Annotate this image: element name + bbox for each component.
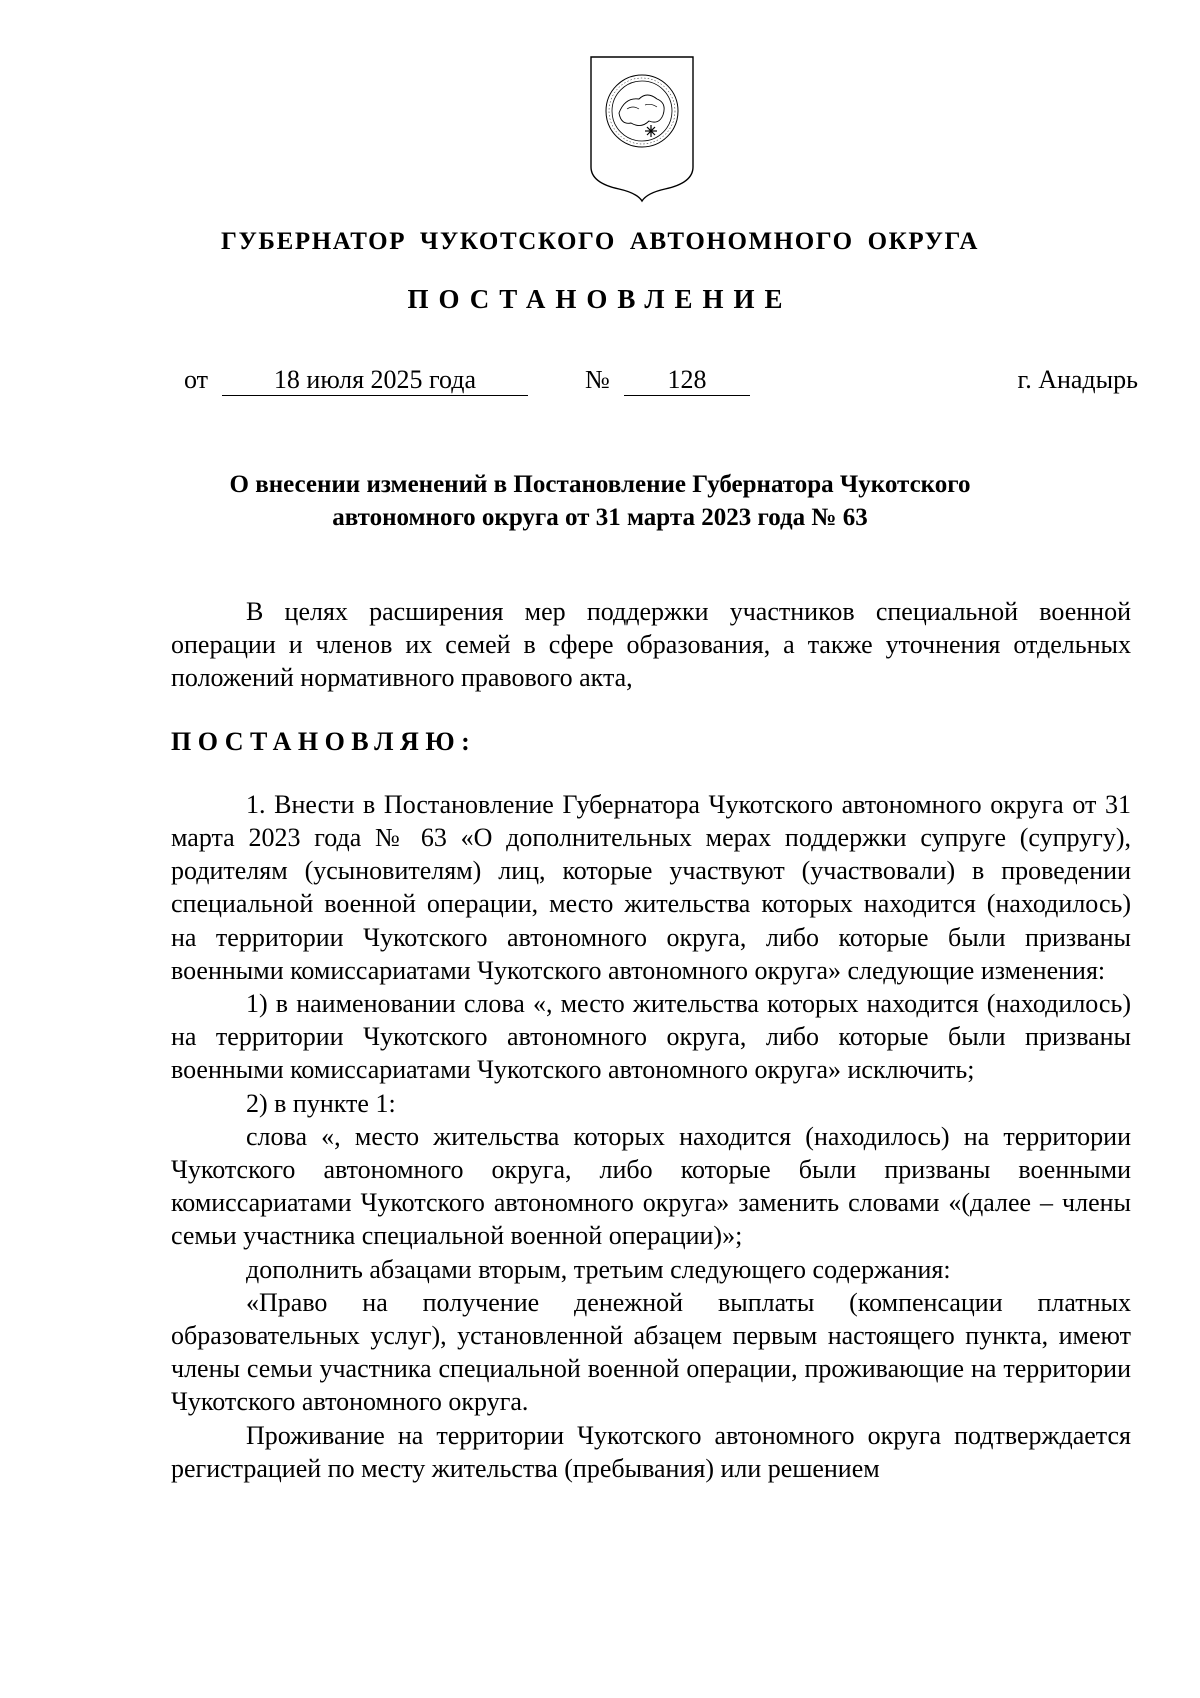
decree-word: ПОСТАНОВЛЯЮ: (171, 726, 477, 756)
number-sign: № (585, 365, 610, 394)
document-date: 18 июля 2025 года (222, 365, 528, 396)
document-type: ПОСТАНОВЛЕНИЕ (407, 284, 793, 314)
heading-line-1: О внесении изменений в Постановление Губернатора Чукотского (229, 471, 971, 498)
coat-of-arms-emblem (587, 55, 697, 205)
issuing-authority: ГУБЕРНАТОР ЧУКОТСКОГО АВТОНОМНОГО ОКРУГА (220, 228, 979, 255)
document-number: 128 (624, 365, 750, 396)
document-city: г. Анадырь (1017, 365, 1138, 394)
heading-line-2: автономного округа от 31 марта 2023 года № 63 (332, 504, 868, 531)
paragraph-4: слова «, место жительства которых находится (находилось) на территории Чукотского автономного округа, либо которые были призваны военными комиссариатами Чукотского автономного округа» заменить словами «(далее – члены семьи участника специальной военной операции)»; (171, 1121, 1131, 1251)
date-prefix: от (184, 365, 209, 394)
preamble-paragraph: В целях расширения мер поддержки участников специальной военной операции и членов их семей в сфере образования, а также уточнения отдельных положений нормативного правового акта, (171, 597, 1131, 693)
paragraph-7: Проживание на территории Чукотского автономного округа подтверждается регистрацией по месту жительства (пребывания) или решением (171, 1420, 1131, 1483)
paragraph-3: 2) в пункте 1: (246, 1088, 396, 1118)
document-body (171, 595, 1131, 1485)
paragraph-2: 1) в наименовании слова «, место жительства которых находится (находилось) на территории Чукотского автономного округа, либо которые были призваны военными комиссариатами Чукотского автономного округа» исключить; (171, 989, 1131, 1085)
paragraph-5: дополнить абзацами вторым, третьим следующего содержания: (246, 1254, 951, 1284)
paragraph-6: «Право на получение денежной выплаты (компенсации платных образовательных услуг), установленной абзацем первым настоящего пункта, имеют члены семьи участника специальной военной операции, проживающие на территории Чукотского автономного округа. (171, 1287, 1131, 1417)
document-heading (160, 468, 1040, 534)
paragraph-1: 1. Внести в Постановление Губернатора Чукотского автономного округа от 31 марта 2023 года № 63 «О дополнительных мерах поддержки супруге (супругу), родителям (усыновителям) лиц, которые участвуют (участвовали) в проведении специальной военной операции, место жительства которых находится (находилось) на территории Чукотского автономного округа, либо которые были призваны военными комиссариатами Чукотского автономного округа» следующие изменения: (171, 789, 1131, 985)
document-meta (0, 365, 1200, 405)
